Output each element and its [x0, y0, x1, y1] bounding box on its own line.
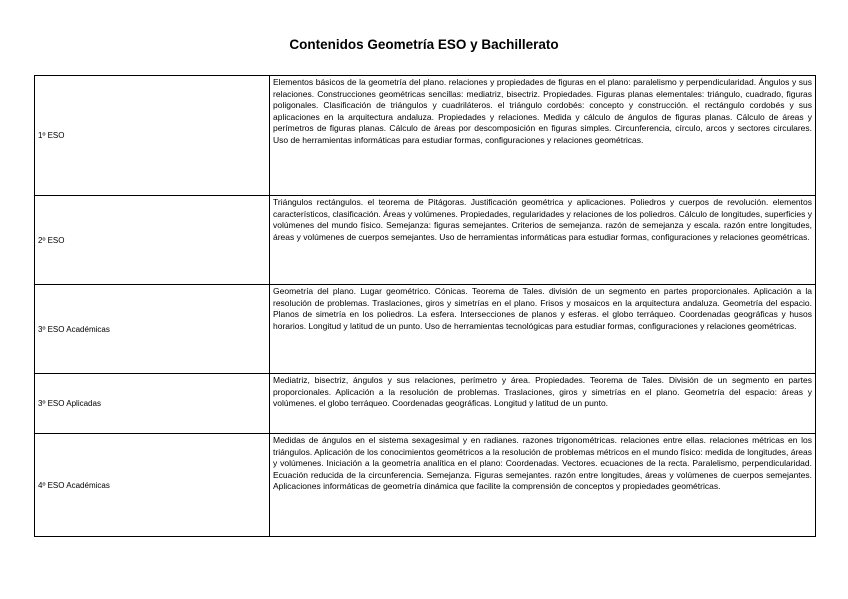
- content-cell: Geometría del plano. Lugar geométrico. Cónicas. Teorema de Tales. división de un segmento en partes proporcionales. Aplicación a la resolución de problemas. Traslaciones, giros y simetrías en el plano. Frisos y mosaicos en la arquitectura andaluza. Geometría del espacio. Planos de simetría en los poliedros. La esfera. Intersecciones de planos y esferas. el globo terráqueo. Coordenadas geográficas y husos horarios. Longitud y latitud de un punto. Uso de herramientas tecnológicas para estudiar formas, configuraciones y relaciones geométricas.: [270, 285, 816, 374]
- table-row: [35, 76, 816, 196]
- page-title: Contenidos Geometría ESO y Bachillerato: [289, 37, 559, 52]
- table-row: [35, 196, 816, 285]
- contents-table: [34, 75, 816, 537]
- content-cell: Triángulos rectángulos. el teorema de Pitágoras. Justificación geométrica y aplicaciones. Poliedros y cuerpos de revolución. elementos característicos, clasificación. Áreas y volúmenes. Propiedades, regularidades y relaciones de los poliedros. Cálculo de longitudes, superficies y volúmenes del mundo físico. Semejanza: figuras semejantes. Criterios de semejanza. razón de semejanza y escala. razón entre longitudes, áreas y volúmenes de cuerpos semejantes. Uso de herramientas informáticas para estudiar formas, configuraciones y relaciones geométricas.: [270, 196, 816, 285]
- content-cell: Medidas de ángulos en el sistema sexagesimal y en radianes. razones trigonométricas. relaciones entre ellas. relaciones métricas en los triángulos. Aplicación de los conocimientos geométricos a la resolución de problemas métricos en el mundo físico: medida de longitudes, áreas y volúmenes. Iniciación a la geometría analítica en el plano: Coordenadas. Vectores. ecuaciones de la recta. Paralelismo, perpendicularidad. Ecuación reducida de la circunferencia. Semejanza. Figuras semejantes. razón entre longitudes, áreas y volúmenes de cuerpos semejantes. Aplicaciones informáticas de geometría dinámica que facilite la comprensión de conceptos y propiedades geométricas.: [270, 434, 816, 537]
- level-cell: 2º ESO: [35, 196, 270, 285]
- content-cell: Mediatriz, bisectriz, ángulos y sus relaciones, perímetro y área. Propiedades. Teorema de Tales. División de un segmento en partes proporcionales. Aplicación a la resolución de problemas. Traslaciones, giros y simetrías en el plano. Geometría del espacio: áreas y volúmenes. el globo terráqueo. Coordenadas geográficas. Longitud y latitud de un punto.: [270, 374, 816, 434]
- level-cell: 4º ESO Académicas: [35, 434, 270, 537]
- level-cell: 1º ESO: [35, 76, 270, 196]
- level-cell: 3º ESO Académicas: [35, 285, 270, 374]
- level-cell: 3º ESO Aplicadas: [35, 374, 270, 434]
- table-row: [35, 285, 816, 374]
- content-cell: Elementos básicos de la geometría del plano. relaciones y propiedades de figuras en el plano: paralelismo y perpendicularidad. Ángulos y sus relaciones. Construcciones geométricas sencillas: mediatriz, bisectriz. Propiedades. Figuras planas elementales: triángulo, cuadrado, figuras poligonales. Clasificación de triángulos y cuadriláteros. el triángulo cordobés: concepto y construcción. el rectángulo cordobés y sus aplicaciones en la arquitectura andaluza. Propiedades y relaciones. Medida y cálculo de ángulos de figuras planas. Cálculo de áreas y perímetros de figuras planas. Cálculo de áreas por descomposición en figuras simples. Circunferencia, círculo, arcos y sectores circulares. Uso de herramientas informáticas para estudiar formas, configuraciones y relaciones geométricas.: [270, 76, 816, 196]
- table-row: [35, 434, 816, 537]
- table-row: [35, 374, 816, 434]
